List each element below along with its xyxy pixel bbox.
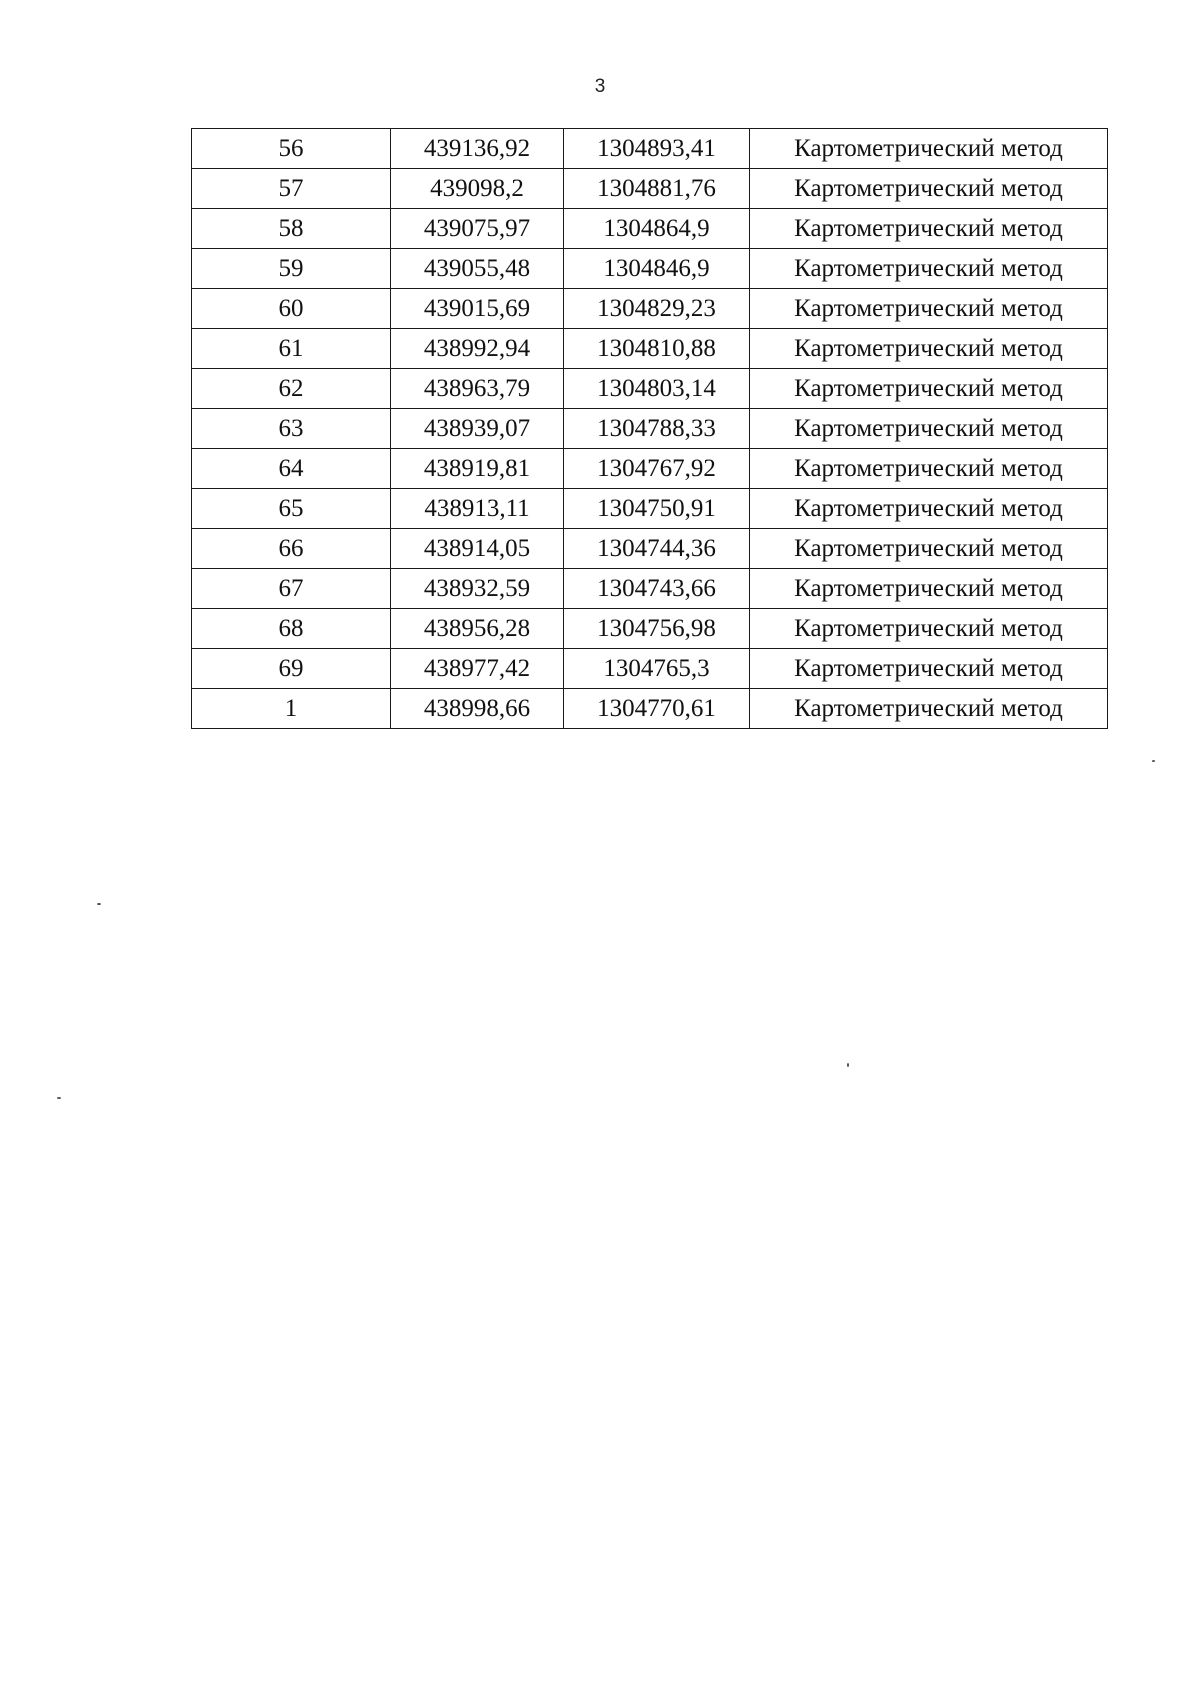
cell-method: Картометрический метод: [750, 689, 1108, 729]
cell-point-number: 64: [192, 449, 391, 489]
cell-point-number: 60: [192, 289, 391, 329]
cell-y-coordinate: 1304767,92: [564, 449, 750, 489]
cell-point-number: 61: [192, 329, 391, 369]
cell-method: Картометрический метод: [750, 409, 1108, 449]
table-row: [192, 369, 1108, 409]
cell-point-number: 1: [192, 689, 391, 729]
table-row: [192, 329, 1108, 369]
cell-point-number: 56: [192, 129, 391, 169]
cell-method: Картометрический метод: [750, 129, 1108, 169]
cell-x-coordinate: 439098,2: [391, 169, 564, 209]
scan-speck: [847, 1063, 849, 1067]
cell-method: Картометрический метод: [750, 169, 1108, 209]
cell-y-coordinate: 1304770,61: [564, 689, 750, 729]
cell-y-coordinate: 1304756,98: [564, 609, 750, 649]
scan-speck: [97, 903, 101, 905]
cell-y-coordinate: 1304881,76: [564, 169, 750, 209]
table-row: [192, 449, 1108, 489]
cell-point-number: 68: [192, 609, 391, 649]
cell-x-coordinate: 438913,11: [391, 489, 564, 529]
coordinates-table: [191, 128, 1108, 729]
table-row: [192, 489, 1108, 529]
cell-x-coordinate: 438998,66: [391, 689, 564, 729]
cell-point-number: 58: [192, 209, 391, 249]
table-row: [192, 209, 1108, 249]
cell-method: Картометрический метод: [750, 369, 1108, 409]
cell-x-coordinate: 438939,07: [391, 409, 564, 449]
cell-y-coordinate: 1304864,9: [564, 209, 750, 249]
page-number: 3: [594, 76, 606, 97]
cell-point-number: 63: [192, 409, 391, 449]
cell-method: Картометрический метод: [750, 609, 1108, 649]
cell-y-coordinate: 1304750,91: [564, 489, 750, 529]
cell-y-coordinate: 1304788,33: [564, 409, 750, 449]
cell-x-coordinate: 439015,69: [391, 289, 564, 329]
cell-y-coordinate: 1304803,14: [564, 369, 750, 409]
cell-method: Картометрический метод: [750, 529, 1108, 569]
cell-x-coordinate: 438956,28: [391, 609, 564, 649]
cell-method: Картометрический метод: [750, 569, 1108, 609]
cell-point-number: 65: [192, 489, 391, 529]
cell-x-coordinate: 439136,92: [391, 129, 564, 169]
table-row: [192, 409, 1108, 449]
cell-method: Картометрический метод: [750, 489, 1108, 529]
table-row: [192, 569, 1108, 609]
cell-method: Картометрический метод: [750, 249, 1108, 289]
cell-point-number: 59: [192, 249, 391, 289]
cell-point-number: 66: [192, 529, 391, 569]
table-row: [192, 249, 1108, 289]
table-row: [192, 649, 1108, 689]
table-row: [192, 289, 1108, 329]
cell-y-coordinate: 1304765,3: [564, 649, 750, 689]
cell-method: Картометрический метод: [750, 329, 1108, 369]
cell-x-coordinate: 438963,79: [391, 369, 564, 409]
cell-x-coordinate: 438992,94: [391, 329, 564, 369]
table-row: [192, 689, 1108, 729]
cell-y-coordinate: 1304893,41: [564, 129, 750, 169]
cell-point-number: 57: [192, 169, 391, 209]
cell-method: Картометрический метод: [750, 209, 1108, 249]
cell-y-coordinate: 1304829,23: [564, 289, 750, 329]
cell-method: Картометрический метод: [750, 289, 1108, 329]
cell-method: Картометрический метод: [750, 649, 1108, 689]
cell-y-coordinate: 1304810,88: [564, 329, 750, 369]
coordinates-table-body: [192, 129, 1108, 729]
cell-y-coordinate: 1304846,9: [564, 249, 750, 289]
cell-x-coordinate: 439055,48: [391, 249, 564, 289]
cell-point-number: 62: [192, 369, 391, 409]
cell-y-coordinate: 1304744,36: [564, 529, 750, 569]
scan-speck: [57, 1097, 61, 1099]
cell-point-number: 69: [192, 649, 391, 689]
cell-y-coordinate: 1304743,66: [564, 569, 750, 609]
scan-speck: [1152, 760, 1155, 762]
table-row: [192, 529, 1108, 569]
cell-x-coordinate: 438919,81: [391, 449, 564, 489]
cell-x-coordinate: 438932,59: [391, 569, 564, 609]
cell-x-coordinate: 438914,05: [391, 529, 564, 569]
cell-method: Картометрический метод: [750, 449, 1108, 489]
table-row: [192, 129, 1108, 169]
cell-x-coordinate: 439075,97: [391, 209, 564, 249]
table-row: [192, 609, 1108, 649]
cell-x-coordinate: 438977,42: [391, 649, 564, 689]
table-row: [192, 169, 1108, 209]
cell-point-number: 67: [192, 569, 391, 609]
